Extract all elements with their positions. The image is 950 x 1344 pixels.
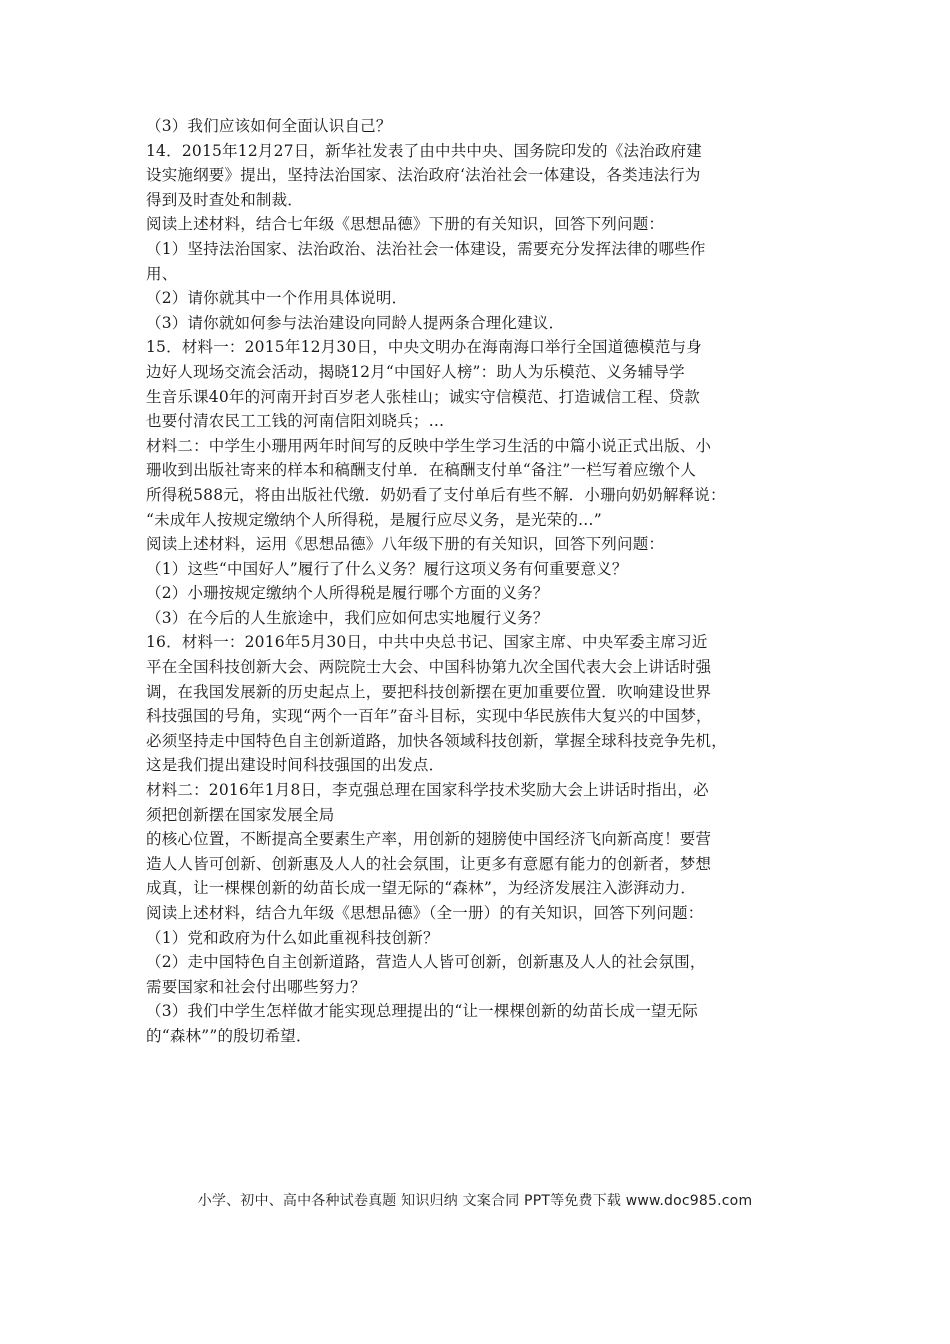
text-line: 造人人皆可创新、创新惠及人人的社会氛围，让更多有意愿有能力的创新者，梦想 (146, 854, 712, 873)
text-line: 阅读上述材料，结合九年级《思想品德》（全一册）的有关知识，回答下列问题： (146, 904, 704, 922)
text-line: 材料二：2016年1月8日，李克强总理在国家科学技术奖励大会上讲话时指出，必 (146, 781, 709, 800)
text-line: 材料二：中学生小珊用两年时间写的反映中学生学习生活的中篇小说正式出版、小 (146, 436, 712, 455)
text-line: 生音乐课40年的河南开封百岁老人张桂山；诚实守信模范、打造诚信工程、贷款 (146, 387, 700, 406)
text-line: （3）我们中学生怎样做才能实现总理提出的“让一棵棵创新的幼苗长成一望无际 (146, 1002, 698, 1021)
text-line: 用、 (146, 264, 178, 283)
text-line: 这是我们提出建设时间科技强国的出发点． (146, 756, 445, 775)
text-line: 调，在我国发展新的历史起点上，要把科技创新摆在更加重要位置．吹响建设世界 (146, 682, 712, 701)
text-line: 得到及时查处和制裁． (146, 190, 304, 209)
text-line: （3）在今后的人生旅途中，我们应如何忠实地履行义务？ (146, 608, 549, 627)
text-line: 必须坚持走中国特色自主创新道路，加快各领域科技创新，掌握全球科技竞争先机， (146, 731, 727, 750)
text-line: （3）请你就如何参与法治建设向同龄人提两条合理化建议． (146, 313, 565, 332)
text-line: “未成年人按规定缴纳个人所得税，是履行应尽义务，是光荣的…” (146, 510, 602, 529)
text-line: 平在全国科技创新大会、两院院士大会、中国科协第九次全国代表大会上讲话时强 (146, 658, 712, 677)
text-line: 设实施纲要》提出，坚持法治国家、法治政府‘法治社会一体建设，各类违法行为 (146, 166, 701, 185)
text-line: 16．材料一：2016年5月30日，中共中央总书记、国家主席、中央军委主席习近 (146, 633, 708, 652)
text-line: （2）小珊按规定缴纳个人所得税是履行哪个方面的义务？ (146, 584, 549, 603)
text-line: 阅读上述材料，运用《思想品德》八年级下册的有关知识，回答下列问题： (146, 535, 665, 554)
text-line: 15．材料一：2015年12月30日，中央文明办在海南海口举行全国道德模范与身 (146, 338, 702, 357)
text-line: 所得税588元，将由出版社代缴．奶奶看了支付单后有些不解．小珊向奶奶解释说： (146, 485, 726, 504)
text-line: 须把创新摆在国家发展全局 (146, 805, 335, 824)
text-line: （2）走中国特色自主创新道路，营造人人皆可创新，创新惠及人人的社会氛围， (146, 953, 706, 972)
text-line: 科技强国的号角，实现“两个一百年”奋斗目标，实现中华民族伟大复兴的中国梦， (146, 707, 712, 726)
page-footer: 小学、初中、高中各种试卷真题 知识归纳 文案合同 PPT等免费下载 www.doc985.com (197, 1193, 753, 1209)
text-line: 成真，让一棵棵创新的幼苗长成一望无际的“森林”，为经济发展注入澎湃动力． (146, 879, 697, 898)
text-line: 14．2015年12月27日，新华社发表了由中共中央、国务院印发的《法治政府建 (146, 141, 702, 160)
text-line: 的“森林””的殷切希望． (146, 1026, 312, 1045)
text-line: （1）这些“中国好人”履行了什么义务？履行这项义务有何重要意义？ (146, 559, 628, 578)
text-line: （1）坚持法治国家、法治政治、法治社会一体建设，需要充分发挥法律的哪些作 (146, 239, 706, 258)
text-line: 阅读上述材料，结合七年级《思想品德》下册的有关知识，回答下列问题： (146, 215, 665, 234)
text-line: 也要付清农民工工钱的河南信阳刘晓兵；… (146, 412, 445, 431)
document-body (146, 114, 816, 1049)
text-line: 珊收到出版社寄来的样本和稿酬支付单．在稿酬支付单“备注”一栏写着应缴个人 (146, 461, 697, 480)
text-line: （1）党和政府为什么如此重视科技创新？ (146, 928, 439, 947)
text-line: （3）我们应该如何全面认识自己？ (146, 117, 392, 135)
text-line: 的核心位置，不断提高全要素生产率，用创新的翅膀使中国经济飞向新高度！要营 (146, 830, 712, 849)
text-line: 边好人现场交流会活动，揭晓12月“中国好人榜”：助人为乐模范、义务辅导学 (146, 362, 685, 381)
text-line: 需要国家和社会付出哪些努力？ (146, 977, 366, 996)
text-line: （2）请你就其中一个作用具体说明． (146, 289, 408, 308)
